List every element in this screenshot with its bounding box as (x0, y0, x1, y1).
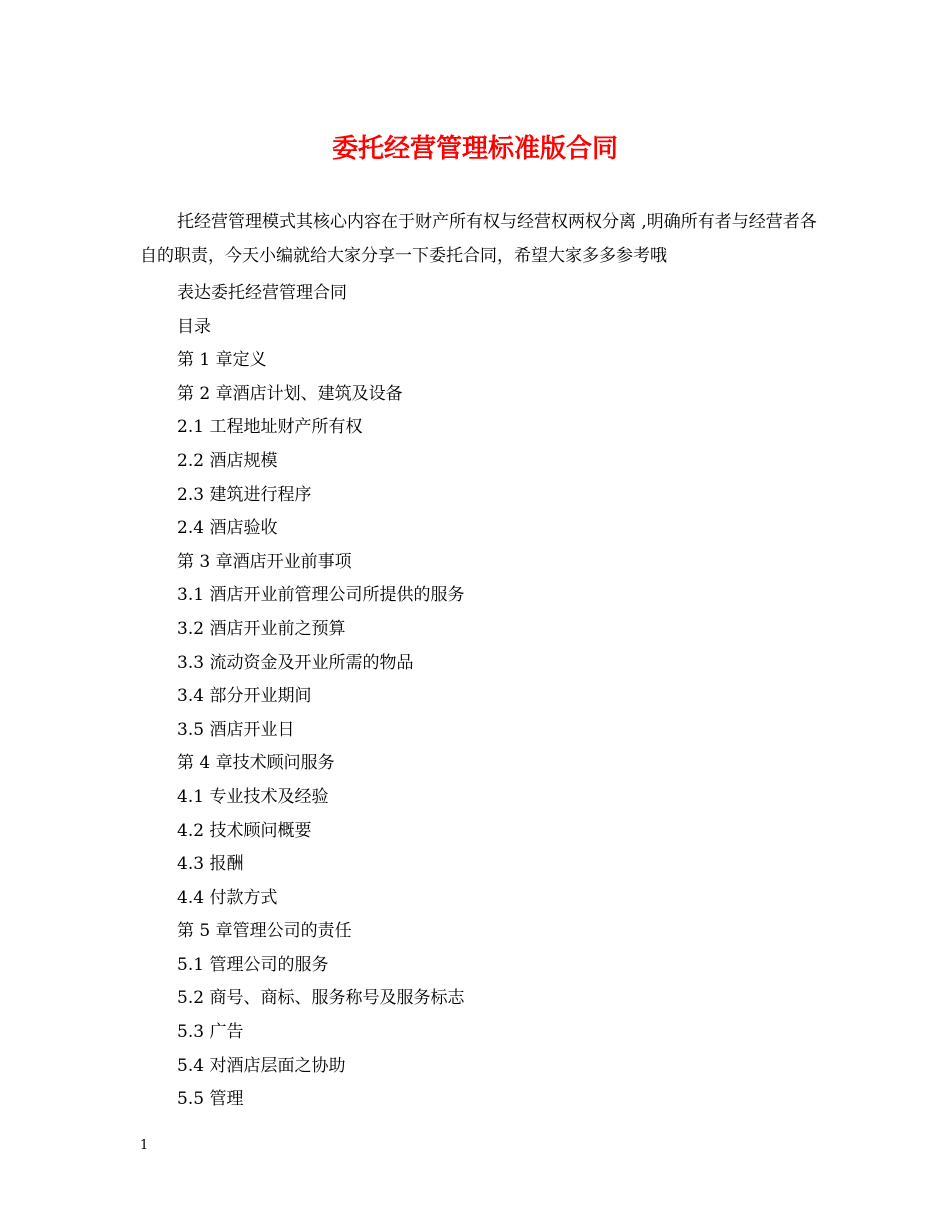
toc-line: 5.5 管理 (177, 1089, 244, 1110)
toc-line: 4.1 专业技术及经验 (177, 786, 329, 807)
toc-line: 目录 (177, 316, 211, 337)
toc-line: 4.2 技术顾问概要 (177, 820, 312, 841)
toc-line: 2.3 建筑进行程序 (177, 484, 312, 505)
toc-line: 4.3 报酬 (177, 854, 244, 875)
toc-line: 3.4 部分开业期间 (177, 686, 312, 707)
toc-line: 3.1 酒店开业前管理公司所提供的服务 (177, 585, 465, 606)
toc-line: 3.3 流动资金及开业所需的物品 (177, 652, 414, 673)
intro-paragraph: 托经营管理模式其核心内容在于财产所有权与经营权两权分离 ,明确所有者与经营者各自的职责，今天小编就给大家分享一下委托合同，希望大家多多参考哦 (140, 212, 817, 266)
toc-line: 第 3 章酒店开业前事项 (177, 551, 352, 572)
toc-line: 5.2 商号、商标、服务称号及服务标志 (177, 988, 465, 1009)
toc-line: 2.1 工程地址财产所有权 (177, 417, 363, 438)
toc-line: 第 2 章酒店计划、建筑及设备 (177, 383, 403, 404)
toc-line: 表达委托经营管理合同 (177, 283, 347, 303)
toc-line: 第 4 章技术顾问服务 (177, 753, 335, 774)
toc-line: 3.5 酒店开业日 (177, 719, 295, 740)
toc-line: 5.4 对酒店层面之协助 (177, 1055, 346, 1076)
toc-line: 5.3 广告 (177, 1022, 244, 1043)
toc-line: 5.1 管理公司的服务 (177, 954, 329, 975)
toc-line: 2.2 酒店规模 (177, 450, 278, 471)
toc-line: 第 5 章管理公司的责任 (177, 921, 352, 942)
toc-line: 4.4 付款方式 (177, 887, 278, 908)
page-number: 1 (140, 1138, 149, 1153)
toc-line: 3.2 酒店开业前之预算 (177, 618, 346, 639)
toc-line: 第 1 章定义 (177, 350, 267, 371)
document-title: 委托经营管理标准版合同 (331, 134, 618, 164)
toc-line: 2.4 酒店验收 (177, 518, 278, 539)
table-of-contents (177, 277, 817, 1117)
